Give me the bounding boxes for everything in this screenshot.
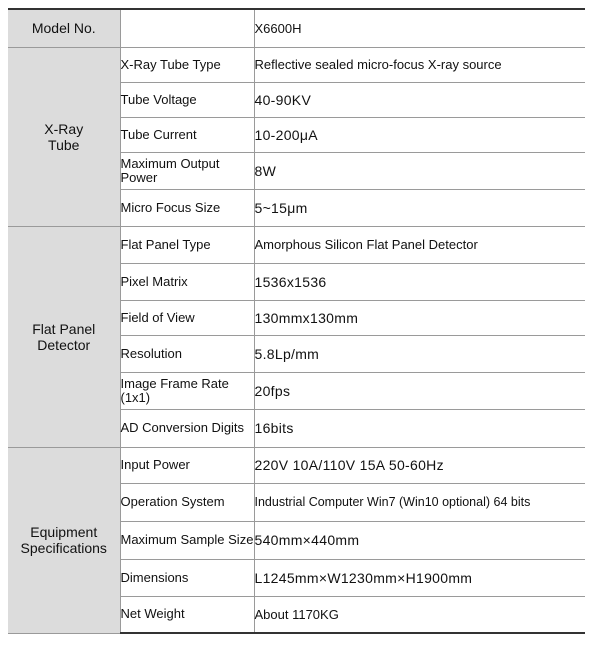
row-label: Dimensions bbox=[120, 559, 254, 596]
row-label: Net Weight bbox=[120, 596, 254, 633]
row-label: Image Frame Rate (1x1) bbox=[120, 372, 254, 409]
row-label: Tube Voltage bbox=[120, 82, 254, 117]
category-label: Equipment Specifications bbox=[20, 524, 107, 556]
row-value: Industrial Computer Win7 (Win10 optional) 64 bits bbox=[254, 483, 585, 521]
table-row bbox=[8, 447, 585, 483]
row-label: Pixel Matrix bbox=[120, 263, 254, 300]
row-label: X-Ray Tube Type bbox=[120, 47, 254, 82]
row-label: AD Conversion Digits bbox=[120, 409, 254, 447]
row-label: Field of View bbox=[120, 300, 254, 335]
row-value: 5.8Lp/mm bbox=[254, 335, 585, 372]
row-label: Operation System bbox=[120, 483, 254, 521]
model-blank-cell bbox=[120, 9, 254, 47]
row-value: 16bits bbox=[254, 409, 585, 447]
row-value: 1536x1536 bbox=[254, 263, 585, 300]
category-flat-panel-detector bbox=[8, 226, 120, 447]
row-value: Amorphous Silicon Flat Panel Detector bbox=[254, 226, 585, 263]
row-label: Input Power bbox=[120, 447, 254, 483]
row-label: Maximum Sample Size bbox=[120, 521, 254, 559]
row-value: L1245mm×W1230mm×H1900mm bbox=[254, 559, 585, 596]
table-row-model bbox=[8, 9, 585, 47]
row-value: 220V 10A/110V 15A 50-60Hz bbox=[254, 447, 585, 483]
row-label: Resolution bbox=[120, 335, 254, 372]
specification-table bbox=[8, 8, 585, 634]
model-value: X6600H bbox=[254, 9, 585, 47]
category-label: Flat Panel Detector bbox=[32, 320, 96, 353]
spec-table-container bbox=[8, 8, 585, 634]
row-value: 540mm×440mm bbox=[254, 521, 585, 559]
row-value: 10-200μA bbox=[254, 117, 585, 152]
row-value: 8W bbox=[254, 152, 585, 189]
row-value: 20fps bbox=[254, 372, 585, 409]
category-xray-tube bbox=[8, 47, 120, 226]
model-label: Model No. bbox=[8, 9, 120, 47]
row-label: Micro Focus Size bbox=[120, 189, 254, 226]
table-row bbox=[8, 226, 585, 263]
row-value: Reflective sealed micro-focus X-ray source bbox=[254, 47, 585, 82]
row-value: 40-90KV bbox=[254, 82, 585, 117]
row-label: Flat Panel Type bbox=[120, 226, 254, 263]
row-value: 130mmx130mm bbox=[254, 300, 585, 335]
category-label: X-Ray Tube bbox=[44, 120, 84, 153]
table-row bbox=[8, 47, 585, 82]
row-label: Tube Current bbox=[120, 117, 254, 152]
category-equipment-specifications bbox=[8, 447, 120, 633]
row-value: 5~15μm bbox=[254, 189, 585, 226]
row-value: About 1170KG bbox=[254, 596, 585, 633]
row-label: Maximum Output Power bbox=[120, 152, 254, 189]
